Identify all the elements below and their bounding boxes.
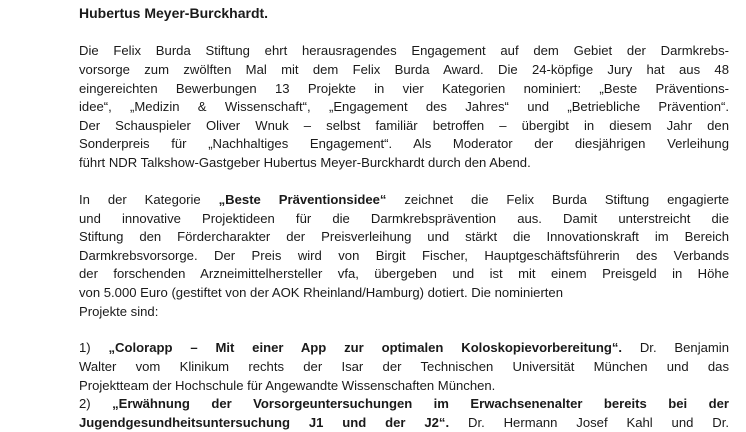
- paragraph-line: der forschenden Arzneimittelhersteller vfa, übergeben und ist mit einem Preisgeld in Höhe: [79, 266, 729, 282]
- paragraph-gap: [79, 173, 729, 191]
- paragraph-gap: [79, 321, 729, 339]
- paragraph-line: führt NDR Talkshow-Gastgeber Hubertus Meyer-Burckhardt durch den Abend.: [79, 154, 531, 170]
- paragraph-line: idee“, „Medizin & Wissenschaft“, „Engagement des Jahres“ und „Betriebliche Prävention“.: [79, 99, 729, 115]
- list-number: 1): [79, 340, 109, 356]
- project-authors: Dr. Benjamin: [622, 340, 729, 356]
- project-authors: Dr. Hermann Josef Kahl und Dr.: [449, 414, 729, 430]
- list-item-line: Projektteam der Hochschule für Angewandte Wissenschaften München.: [79, 377, 496, 393]
- list-item-line: [79, 414, 729, 432]
- paragraph-gap: [79, 24, 729, 42]
- paragraph-line: [79, 191, 729, 210]
- paragraph-line: Darmkrebsvorsorge. Der Preis wird von Birgit Fischer, Hauptgeschäftsführerin des Verbands: [79, 247, 729, 263]
- paragraph-line: Projekte sind:: [79, 303, 159, 319]
- paragraph-line: von 5.000 Euro (gestiftet von der AOK Rheinland/Hamburg) dotiert. Die nominierten: [79, 284, 564, 300]
- nominee-item-2: [79, 395, 729, 432]
- project-title-continued: Jugendgesundheitsuntersuchung J1 und der J2“.: [79, 414, 450, 430]
- project-title: „Colorapp – Mit einer App zur optimalen Koloskopievorbereitung“.: [108, 340, 623, 356]
- paragraph-line: vorsorge zum zwölften Mal mit dem Felix Burda Award. Die 24-köpfige Jury hat aus 48: [79, 61, 729, 77]
- category-intro-text: In der Kategorie: [79, 191, 219, 207]
- list-item-line: [79, 339, 729, 358]
- list-number: 2): [79, 396, 113, 412]
- nominee-item-1: [79, 339, 729, 395]
- paragraph-line: eingereichten Bewerbungen 13 Projekte in vier Kategorien nominiert: „Beste Präventions-: [79, 80, 729, 96]
- paragraph-category: [79, 191, 729, 321]
- category-intro-suffix: zeichnet die Felix Burda Stiftung engagierte: [386, 191, 730, 207]
- list-item-line: [79, 395, 729, 414]
- list-item-line: Walter vom Klinikum rechts der Isar der Technischen Universität München und das: [79, 359, 729, 375]
- document-page: [79, 0, 729, 432]
- nominee-list: [79, 339, 729, 432]
- paragraph-line: Stiftung den Fördercharakter der Preisverleihung und stärkt die Innovationskraft im Bereich: [79, 229, 729, 245]
- paragraph-line: Sonderpreis für „Nachhaltiges Engagement“. Als Moderator der diesjährigen Verleihung: [79, 136, 729, 152]
- paragraph-line: und innovative Projektideen für die Darmkrebsprävention aus. Damit unterstreicht die: [79, 210, 729, 226]
- paragraph-line: Die Felix Burda Stiftung ehrt herausragendes Engagement auf dem Gebiet der Darmkrebs-: [79, 43, 729, 59]
- project-title: „Erwähnung der Vorsorgeuntersuchungen im Erwachsenenalter bereits bei der: [112, 396, 729, 412]
- paragraph-line: Der Schauspieler Oliver Wnuk – selbst familiär betroffen – übergibt in diesem Jahr den: [79, 117, 729, 133]
- heading-line: Hubertus Meyer-Burckhardt.: [79, 5, 269, 21]
- paragraph-intro: [79, 42, 729, 172]
- category-name: „Beste Präventionsidee“: [218, 191, 387, 207]
